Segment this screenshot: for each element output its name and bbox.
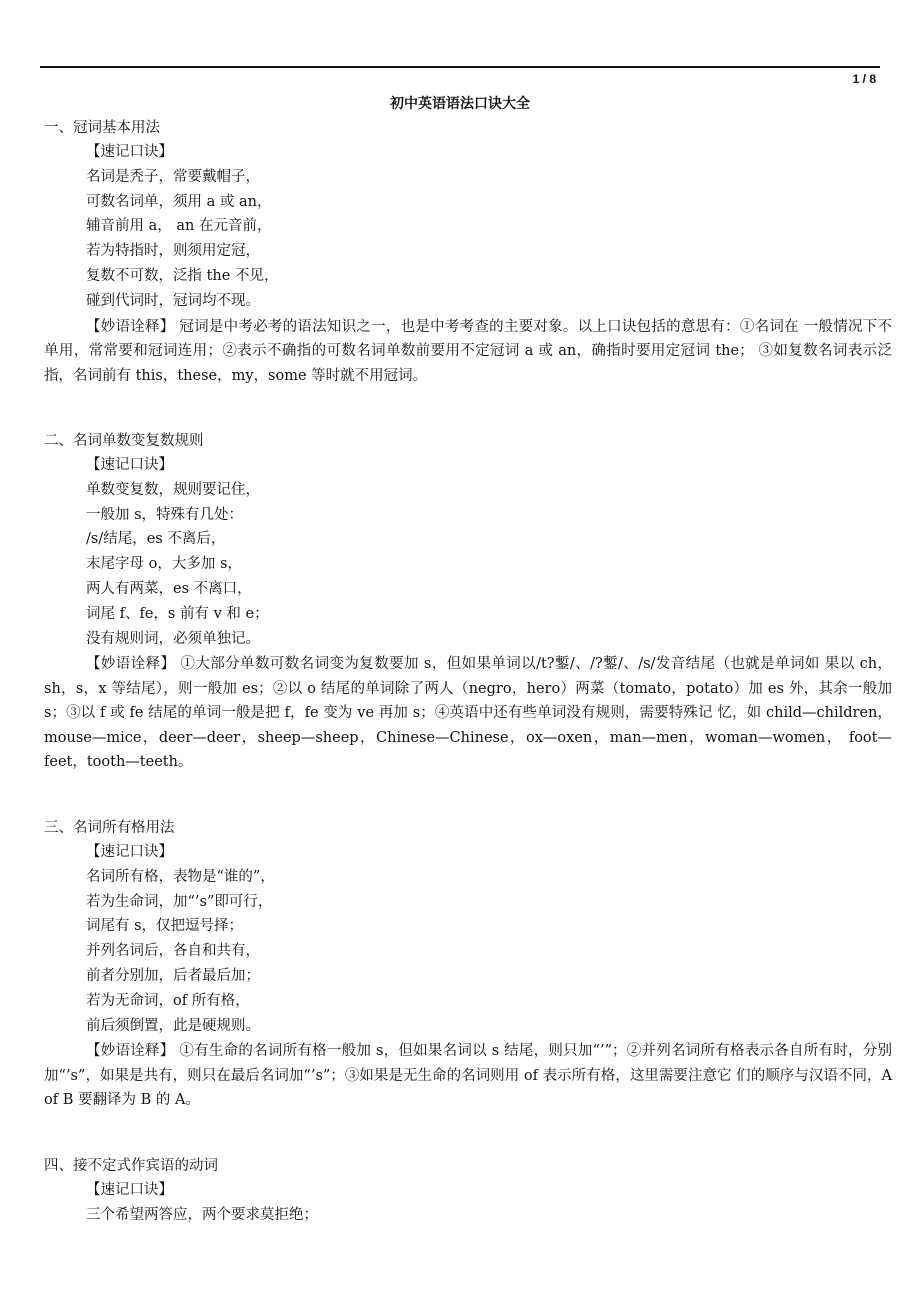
verse-line: 没有规则词，必须单独记。: [86, 630, 260, 647]
document-body: [44, 116, 892, 1227]
verse-line: 前后须倒置，此是硬规则。: [86, 1017, 260, 1034]
verse-line: 名词所有格，表物是“谁的”，: [86, 868, 275, 885]
section-spacer: [44, 1113, 892, 1154]
section-heading: 一、冠词基本用法: [44, 120, 160, 136]
verse-line: 末尾字母 o，大多加 s，: [86, 556, 242, 573]
verse-line: 复数不可数，泛指 the 不见，: [86, 267, 279, 284]
mnemonic-label: 【速记口诀】: [86, 843, 173, 860]
verse-line: 前者分别加，后者最后加；: [86, 967, 260, 984]
verse-line: 碰到代词时，冠词均不现。: [86, 292, 260, 309]
section-heading: 二、名词单数变复数规则: [44, 433, 204, 450]
verse-line: 三个希望两答应，两个要求莫拒绝；: [86, 1206, 318, 1223]
section-spacer: [44, 775, 892, 816]
page-number: 1 / 8: [852, 72, 876, 86]
verse-line: 并列名词后，各自和共有，: [86, 943, 260, 960]
verse-line: 若为生命词，加“’s”即可行，: [86, 893, 273, 910]
verse-line: 词尾 f、fe，s 前有 v 和 e；: [86, 605, 269, 622]
section-heading: 四、接不定式作宾语的动词: [44, 1157, 218, 1174]
verse-line: 两人有两菜，es 不离口，: [86, 581, 252, 598]
verse-line: 一般加 s，特殊有几处：: [86, 506, 244, 523]
verse-line: 名词是秃子，常要戴帽子，: [86, 168, 260, 185]
section-heading: 三、名词所有格用法: [44, 819, 175, 836]
verse-line: 若为特指时，则须用定冠，: [86, 243, 260, 260]
document-title: 初中英语语法口诀大全: [390, 96, 530, 112]
mnemonic-label: 【速记口诀】: [86, 1181, 173, 1198]
verse-line: 若为无命词，of 所有格，: [86, 992, 250, 1009]
verse-line: 单数变复数，规则要记住，: [86, 481, 260, 498]
verse-line: 可数名词单，须用 a 或 an，: [86, 193, 272, 210]
explanation-paragraph: 【妙语诠释】 ①有生命的名词所有格一般加 s，但如果名词以 s 结尾，则只加“’”；②并列名词所有格表示各自所有时，分别加“’s”，如果是共有，则只在最后名词加“’s”；③如果是无生命的名词则用 of 表示所有格，这里需要注意它 们的顺序与汉语不同，A of B 要翻译为 B 的 A。: [44, 1043, 892, 1109]
verse-line: 词尾有 s，仅把逗号择；: [86, 918, 244, 935]
explanation-paragraph: 【妙语诠释】 ①大部分单数可数名词变为复数要加 s，但如果单词以/t?鏨/、/?鏨/、/s/发音结尾（也就是单词如 果以 ch，sh，s，x 等结尾），则一般加 es；②以 o 结尾的单词除了两人（negro，hero）两菜（tomato，potato）加 es 外，其余一般加 s；③以 f 或 fe 结尾的单词一般是把 f，fe 变为 ve 再加 s；④英语中还有些单词没有规则，需要特殊记 忆，如 child—children，mouse—mice，deer—deer，sheep—sheep，Chinese—Chinese，ox—oxen，man—men，woman—women， foot—feet，tooth—teeth。: [44, 656, 892, 771]
header-rule: [40, 66, 880, 68]
explanation-paragraph: 【妙语诠释】 冠词是中考必考的语法知识之一，也是中考考查的主要对象。以上口诀包括的意思有：①名词在 一般情况下不单用，常常要和冠词连用；②表示不确指的可数名词单数前要用不定冠词 a 或 an，确指时要用定冠词 the； ③如复数名词表示泛指，名词前有 this，these，my，some 等时就不用冠词。: [44, 318, 892, 384]
verse-line: 辅音前用 a， an 在元音前，: [86, 218, 272, 235]
section-spacer: [44, 388, 892, 429]
mnemonic-label: 【速记口诀】: [86, 457, 173, 474]
verse-line: /s/结尾，es 不离后，: [86, 531, 226, 548]
mnemonic-label: 【速记口诀】: [86, 144, 173, 160]
